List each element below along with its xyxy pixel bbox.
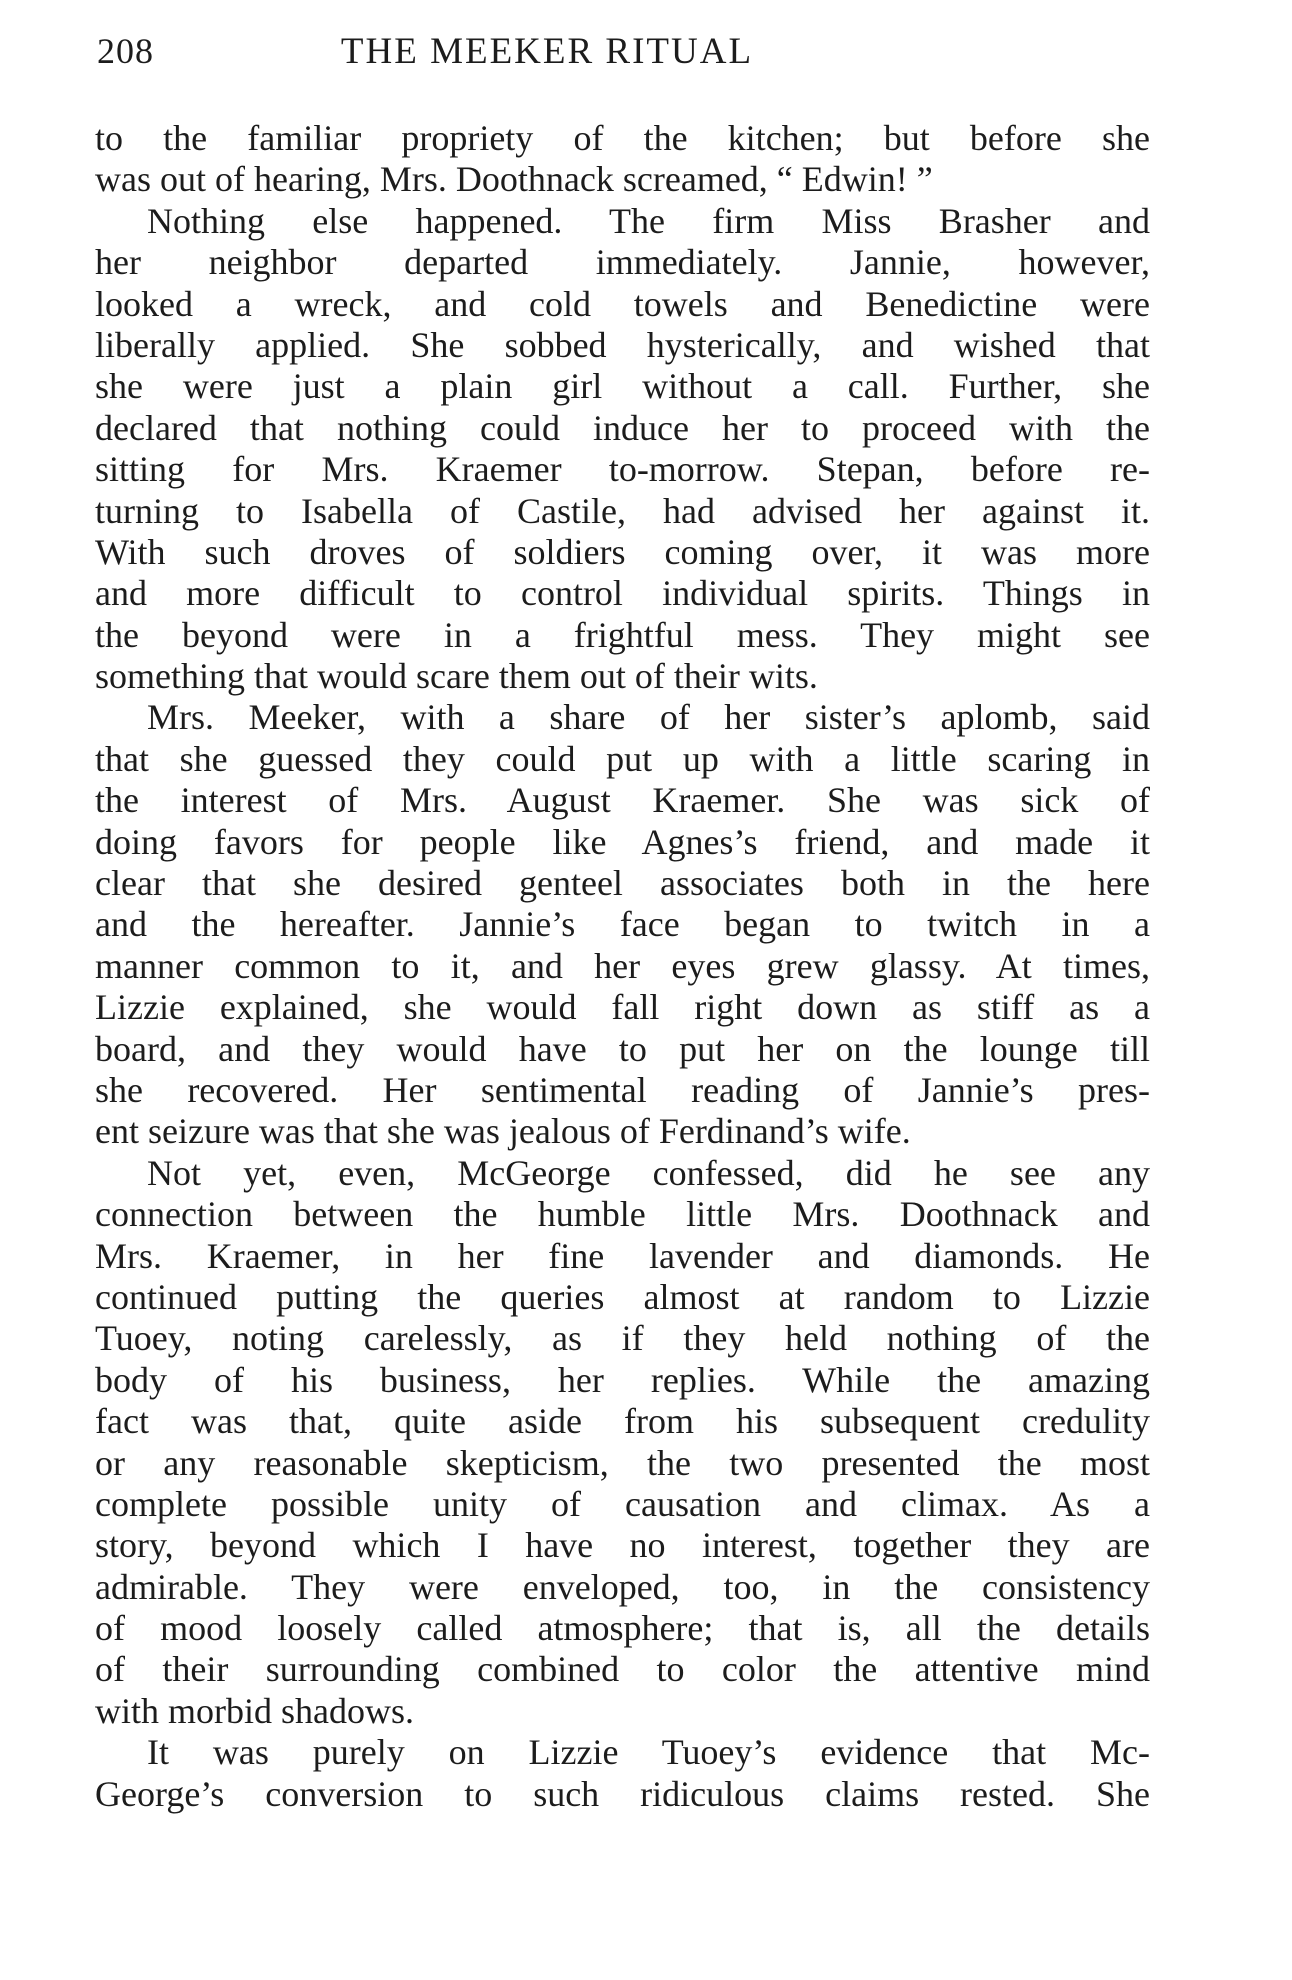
- text-line: of mood loosely called atmosphere; that is, all the details: [95, 1608, 1150, 1649]
- text-line: to the familiar propriety of the kitchen; but before she: [95, 118, 1150, 158]
- text-line: looked a wreck, and cold towels and Benedictine were: [95, 283, 1150, 324]
- text-line: declared that nothing could induce her to proceed with the: [95, 407, 1150, 448]
- text-line: With such droves of soldiers coming over, it was more: [95, 531, 1150, 572]
- text-line: continued putting the queries almost at random to Lizzie: [95, 1276, 1150, 1317]
- text-line: with morbid shadows.: [95, 1690, 414, 1731]
- text-line: liberally applied. She sobbed hysterically, and wished that: [95, 324, 1150, 365]
- text-line: board, and they would have to put her on the lounge till: [95, 1028, 1150, 1069]
- text-line: story, beyond which I have no interest, together they are: [95, 1525, 1150, 1566]
- text-line: Lizzie explained, she would fall right down as stiff as a: [95, 987, 1150, 1028]
- text-line: Not yet, even, McGeorge confessed, did he see any: [147, 1152, 1150, 1193]
- text-line: complete possible unity of causation and climax. As a: [95, 1483, 1150, 1524]
- text-line: Mrs. Kraemer, in her fine lavender and diamonds. He: [95, 1235, 1150, 1276]
- text-line: of their surrounding combined to color the attentive mind: [95, 1649, 1150, 1690]
- text-line: the interest of Mrs. August Kraemer. She was sick of: [95, 780, 1150, 821]
- text-line: connection between the humble little Mrs. Doothnack and: [95, 1194, 1150, 1235]
- text-line: and the hereafter. Jannie’s face began to twitch in a: [95, 904, 1150, 945]
- text-line: Mrs. Meeker, with a share of her sister’s aplomb, said: [147, 697, 1150, 738]
- running-title: THE MEEKER RITUAL: [340, 31, 754, 72]
- body-text: [95, 118, 1150, 1815]
- text-line: something that would scare them out of their wits.: [95, 656, 818, 697]
- text-line: It was purely on Lizzie Tuoey’s evidence that Mc-: [147, 1732, 1150, 1773]
- text-line: her neighbor departed immediately. Jannie, however,: [95, 242, 1150, 283]
- text-line: body of his business, her replies. While the amazing: [95, 1359, 1150, 1400]
- text-line: she recovered. Her sentimental reading of Jannie’s pres-: [95, 1069, 1150, 1110]
- text-line: doing favors for people like Agnes’s friend, and made it: [95, 821, 1150, 862]
- text-line: or any reasonable skepticism, the two presented the most: [95, 1442, 1150, 1483]
- text-line: and more difficult to control individual spirits. Things in: [95, 573, 1150, 614]
- text-line: manner common to it, and her eyes grew glassy. At times,: [95, 945, 1150, 986]
- text-line: sitting for Mrs. Kraemer to-morrow. Stepan, before re-: [95, 449, 1150, 490]
- running-head: [97, 30, 1147, 90]
- text-line: Nothing else happened. The firm Miss Brasher and: [147, 200, 1150, 241]
- text-line: the beyond were in a frightful mess. They might see: [95, 614, 1150, 655]
- page-number: 208: [97, 31, 154, 71]
- text-line: was out of hearing, Mrs. Doothnack screamed, “ Edwin! ”: [95, 159, 933, 200]
- text-line: she were just a plain girl without a call. Further, she: [95, 366, 1150, 407]
- text-line: fact was that, quite aside from his subsequent credulity: [95, 1401, 1150, 1442]
- text-line: admirable. They were enveloped, too, in the consistency: [95, 1566, 1150, 1607]
- text-line: that she guessed they could put up with a little scaring in: [95, 738, 1150, 779]
- text-line: turning to Isabella of Castile, had advised her against it.: [95, 490, 1150, 531]
- text-line: George’s conversion to such ridiculous claims rested. She: [95, 1773, 1150, 1814]
- text-line: Tuoey, noting carelessly, as if they held nothing of the: [95, 1318, 1150, 1359]
- text-line: clear that she desired genteel associates both in the here: [95, 863, 1150, 904]
- text-line: ent seizure was that she was jealous of Ferdinand’s wife.: [95, 1111, 911, 1152]
